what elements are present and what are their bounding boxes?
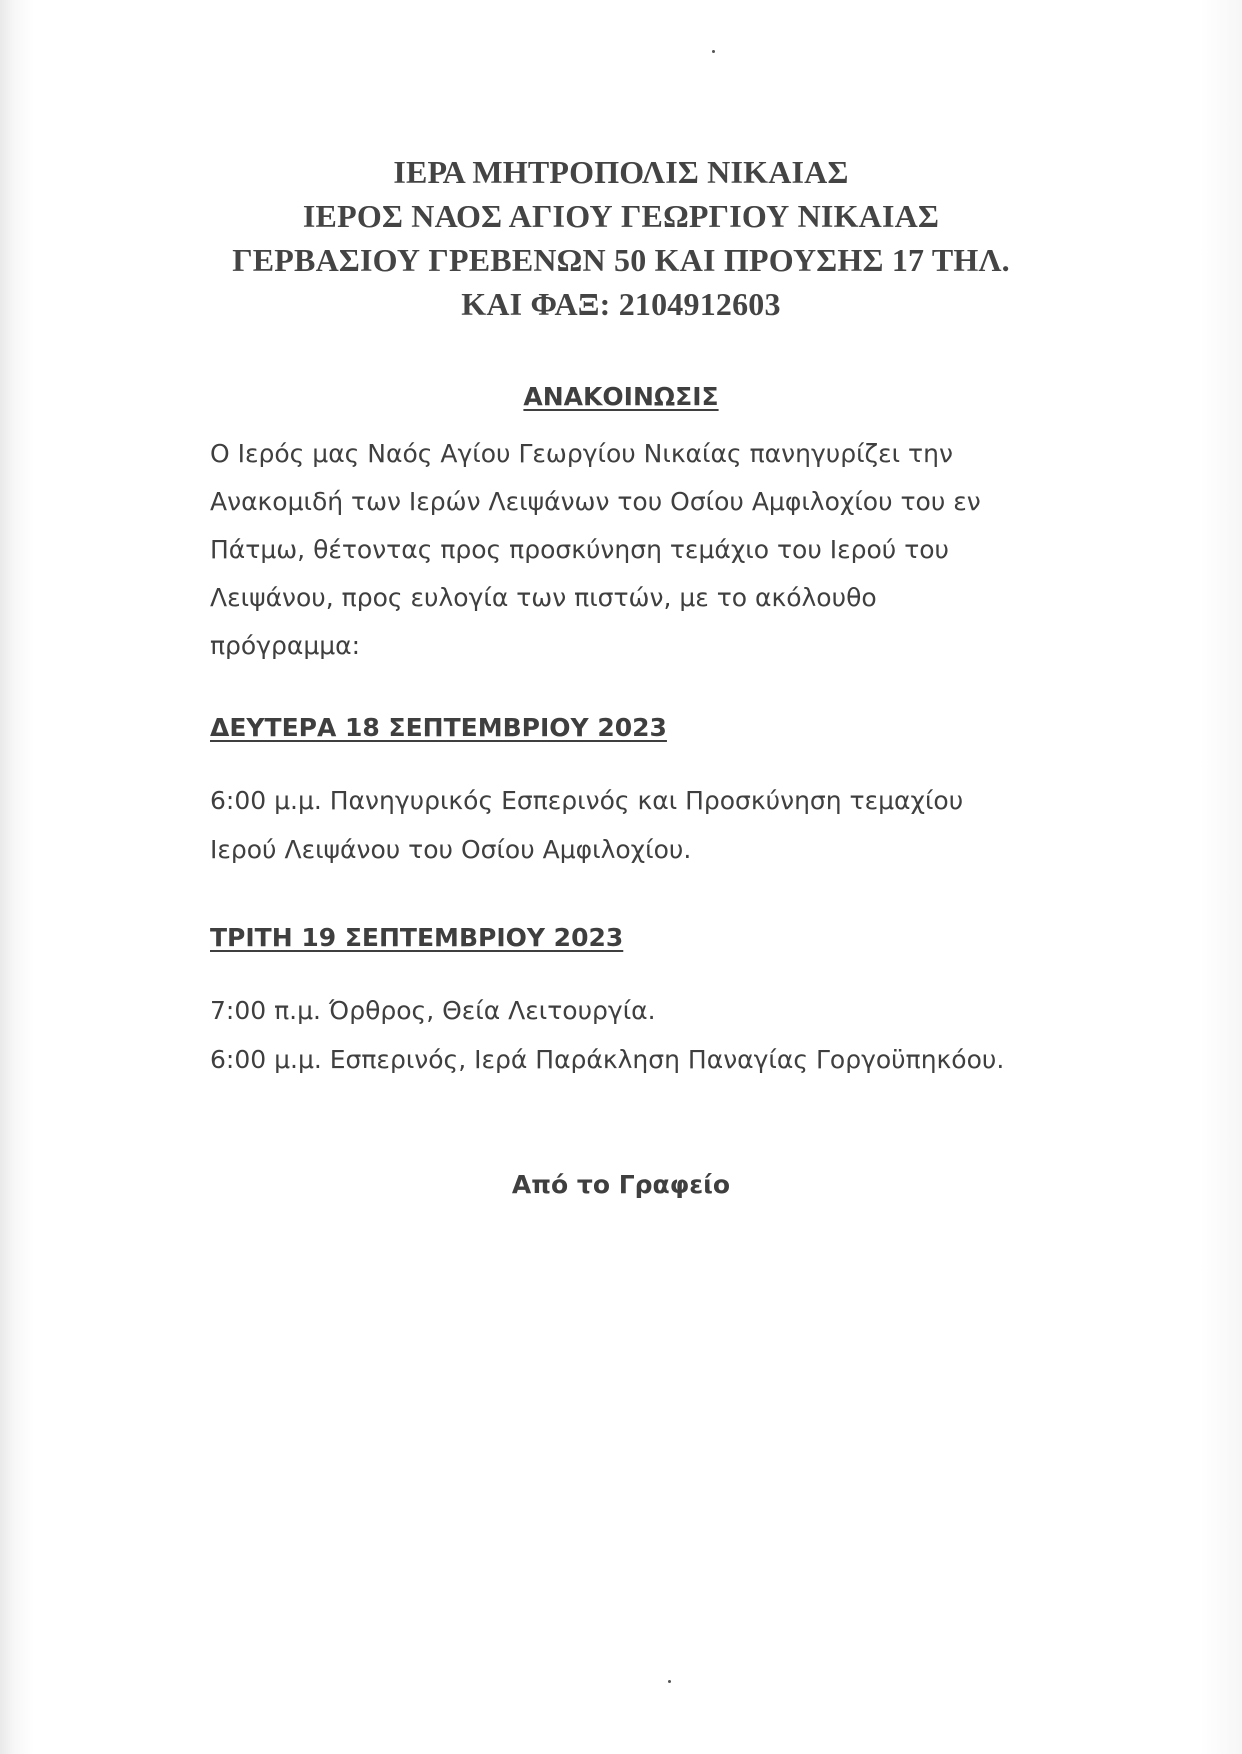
announcement-intro — [210, 430, 1090, 670]
schedule-monday-lines — [210, 776, 963, 874]
schedule-line: 7:00 π.μ. Όρθρος, Θεία Λειτουργία. — [210, 996, 656, 1025]
schedule-tuesday-lines — [210, 986, 1004, 1084]
schedule-line: 6:00 μ.μ. Πανηγυρικός Εσπερινός και Προσκύνηση τεμαχίου — [210, 786, 964, 815]
header-line-metropolis: ΙΕΡΑ ΜΗΤΡΟΠΟΛΙΣ ΝΙΚΑΙΑΣ — [393, 154, 849, 190]
header-line-address: ΓΕΡΒΑΣΙΟΥ ΓΡΕΒΕΝΩΝ 50 ΚΑΙ ΠΡΟΥΣΗΣ 17 ΤΗΛ. — [232, 242, 1010, 278]
scan-speck — [712, 50, 715, 53]
schedule-line: 6:00 μ.μ. Εσπερινός, Ιερά Παράκληση Παναγίας Γοργοϋπηκόου. — [210, 1045, 1005, 1074]
document-header — [0, 150, 1242, 326]
schedule-day-monday: ΔΕΥΤΕΡΑ 18 ΣΕΠΤΕΜΒΡΙΟΥ 2023 — [210, 713, 667, 742]
intro-line: Πάτμω, θέτοντας προς προσκύνηση τεμάχιο του Ιερού του — [210, 535, 950, 564]
intro-line: Ανακομιδή των Ιερών Λειψάνων του Οσίου Αμφιλοχίου του εν — [210, 487, 981, 516]
announcement-title: ΑΝΑΚΟΙΝΩΣΙΣ — [523, 382, 719, 411]
schedule-line: Ιερού Λειψάνου του Οσίου Αμφιλοχίου. — [210, 835, 692, 864]
intro-line: πρόγραμμα: — [210, 631, 361, 660]
scan-speck — [668, 1680, 671, 1683]
intro-line: Λειψάνου, προς ευλογία των πιστών, με το ακόλουθο — [210, 583, 877, 612]
intro-line: Ο Ιερός μας Ναός Αγίου Γεωργίου Νικαίας πανηγυρίζει την — [210, 439, 953, 468]
header-line-fax: ΚΑΙ ΦΑΞ: 2104912603 — [461, 286, 781, 322]
header-line-church: ΙΕΡΟΣ ΝΑΟΣ ΑΓΙΟΥ ΓΕΩΡΓΙΟΥ ΝΙΚΑΙΑΣ — [302, 198, 940, 234]
schedule-day-tuesday: ΤΡΙΤΗ 19 ΣΕΠΤΕΜΒΡΙΟΥ 2023 — [210, 923, 624, 952]
signature: Από το Γραφείο — [511, 1170, 731, 1199]
